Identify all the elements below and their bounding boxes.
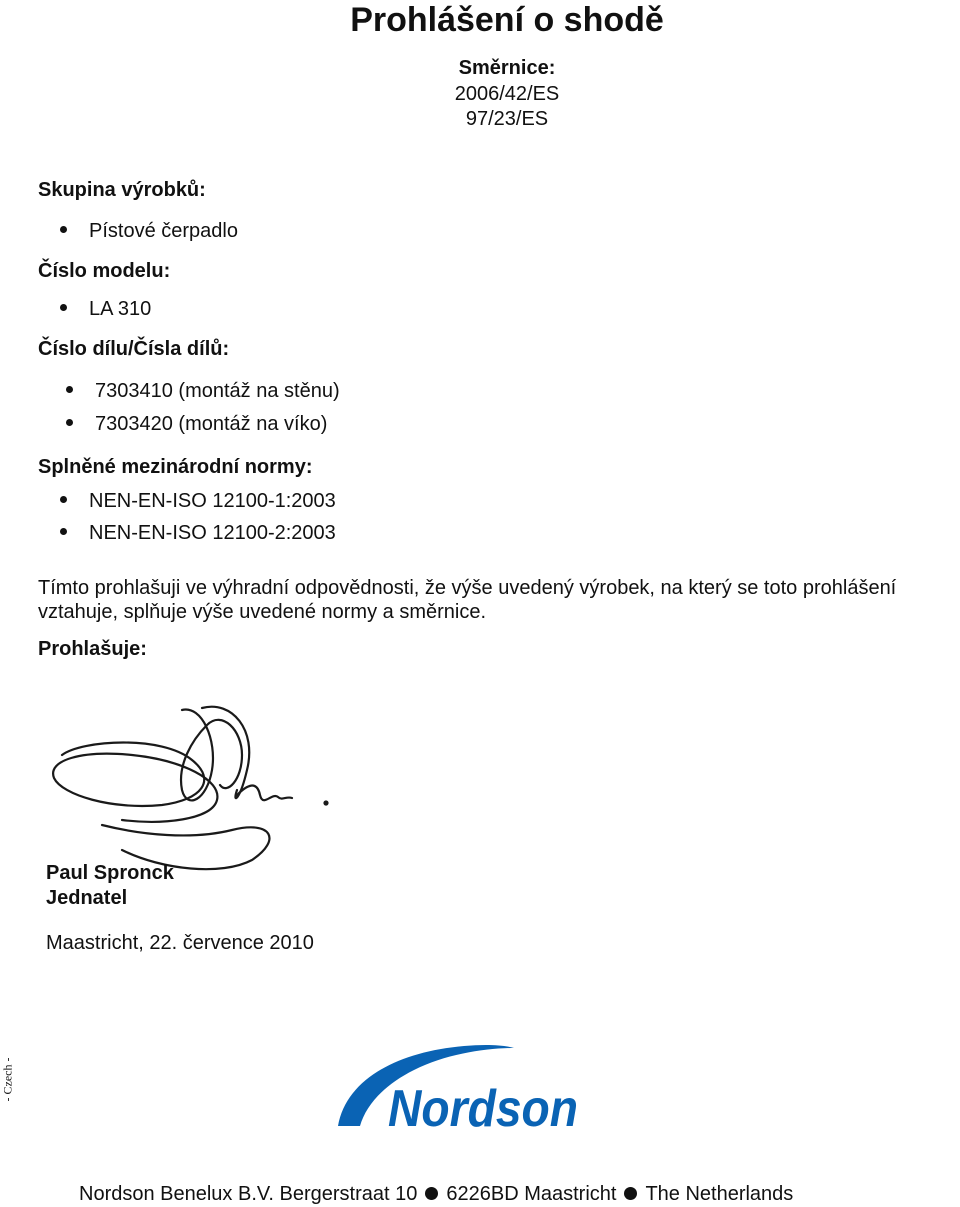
standard-item <box>60 521 336 545</box>
part-number-item <box>66 379 340 403</box>
product-group-value: Pístové čerpadlo <box>89 220 238 242</box>
model-number-label: Číslo modelu: <box>38 260 171 282</box>
standard-item <box>60 489 336 513</box>
part-number-item <box>66 412 327 436</box>
svg-text:Nordson: Nordson <box>388 1080 578 1135</box>
nordson-logo <box>336 1040 586 1135</box>
part-number-value: 7303420 (montáž na víko) <box>95 413 328 435</box>
model-number-value: LA 310 <box>89 298 152 320</box>
bullet-icon <box>60 496 67 503</box>
signer-title: Jednatel <box>46 887 128 909</box>
declares-label: Prohlašuje: <box>38 638 147 660</box>
page-title: Prohlášení o shodě <box>350 1 664 39</box>
signer-name: Paul Spronck <box>46 862 174 884</box>
place-date: Maastricht, 22. července 2010 <box>46 932 314 954</box>
footer <box>79 1182 793 1206</box>
bullet-icon <box>60 304 67 311</box>
product-group-item <box>60 219 238 243</box>
footer-company: Nordson Benelux B.V. Bergerstraat 10 <box>79 1183 418 1205</box>
bullet-icon <box>66 419 73 426</box>
standards-label: Splněné mezinárodní normy: <box>38 456 313 478</box>
footer-postal: 6226BD Maastricht <box>446 1183 617 1205</box>
directives-label: Směrnice: <box>458 57 556 79</box>
bullet-icon <box>60 528 67 535</box>
bullet-icon <box>66 386 73 393</box>
product-group-label: Skupina výrobků: <box>38 179 206 201</box>
standard-value: NEN-EN-ISO 12100-1:2003 <box>89 490 336 512</box>
part-numbers-label: Číslo dílu/Čísla dílů: <box>38 338 230 360</box>
standard-value: NEN-EN-ISO 12100-2:2003 <box>89 522 336 544</box>
language-tag: - Czech - <box>0 1057 15 1102</box>
footer-country: The Netherlands <box>645 1183 794 1205</box>
signature-image <box>42 700 342 880</box>
model-number-item <box>60 297 151 321</box>
directive-item: 97/23/ES <box>465 108 549 130</box>
bullet-icon <box>60 226 67 233</box>
bullet-icon <box>425 1187 438 1200</box>
part-number-value: 7303410 (montáž na stěnu) <box>95 380 340 402</box>
declaration-text: Tímto prohlašuji ve výhradní odpovědnosti, že výše uvedený výrobek, na který se toto prohlášení vztahuje, splňuje výše uvedené normy a směrnice. <box>38 577 897 623</box>
directive-item: 2006/42/ES <box>454 83 560 105</box>
bullet-icon <box>624 1187 637 1200</box>
